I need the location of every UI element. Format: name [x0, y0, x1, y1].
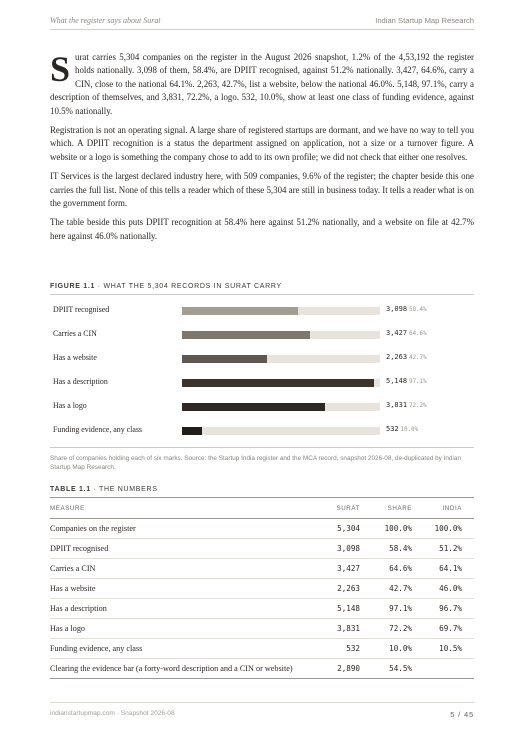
paragraph-3: IT Services is the largest declared industry here, with 509 companies, 9.6% of the register; the chapter beside this one carries the full list. None of this tells a reader which of these 5,304 are still in business today. It tells a reader what is on the government form.: [50, 171, 474, 209]
bar-value-label: [386, 377, 427, 385]
bar-row: [50, 324, 474, 348]
cell-india: 46.0%: [416, 579, 474, 599]
figure-bottom-divider: [50, 447, 474, 448]
bar-count: 532: [386, 425, 399, 433]
table-row: [50, 539, 474, 559]
cell-surat: 532: [308, 639, 364, 659]
table-body: [50, 519, 474, 679]
bar-category-label: DPIIT recognised: [53, 305, 110, 314]
cell-share: 64.6%: [364, 559, 416, 579]
table-title: THE NUMBERS: [99, 486, 158, 493]
drop-cap: S: [50, 49, 71, 89]
cell-india: 96.7%: [416, 599, 474, 619]
figure-number: FIGURE 1.1: [50, 283, 96, 290]
cell-measure: DPIIT recognised: [50, 539, 308, 559]
bar: [182, 355, 267, 363]
cell-measure: Carries a CIN: [50, 559, 308, 579]
bar-percent: 72.2%: [409, 403, 427, 409]
bar-track: [182, 307, 380, 315]
table-row: [50, 579, 474, 599]
bar-count: 3,098: [386, 305, 408, 313]
table-header-row: [50, 498, 474, 519]
table-row: [50, 659, 474, 679]
bar-row: [50, 420, 474, 444]
table-row: [50, 519, 474, 539]
bar-category-label: Carries a CIN: [53, 329, 97, 338]
bar-row: [50, 396, 474, 420]
bar-value-label: [386, 305, 427, 313]
bar: [182, 379, 374, 387]
bar-percent: 64.6%: [409, 331, 427, 337]
table-row: [50, 559, 474, 579]
bar-track: [182, 379, 380, 387]
publication-name: Indian Startup Map Research: [375, 15, 474, 25]
cell-surat: 5,148: [308, 599, 364, 619]
figure-title: WHAT THE 5,304 RECORDS IN SURAT CARRY: [103, 283, 282, 290]
table-label: TABLE 1.1 · THE NUMBERS: [50, 486, 158, 493]
cell-measure: Has a website: [50, 579, 308, 599]
cell-surat: 3,427: [308, 559, 364, 579]
bar-category-label: Has a website: [53, 353, 97, 362]
bar-category-label: Has a description: [53, 377, 108, 386]
cell-india: 69.7%: [416, 619, 474, 639]
cell-share: 100.0%: [364, 519, 416, 539]
bar-track: [182, 331, 380, 339]
body-text: [50, 51, 474, 249]
bar-value-label: [386, 329, 427, 337]
bar-row: [50, 300, 474, 324]
paragraph-2: Registration is not an operating signal. A large share of registered startups are dormant, and we have no way to tell you which. A DPIIT recognition is a status the department assigned on application, not a size or a turnover figure. A website or a logo is something the company chose to add to its own profile; we did not check that either one resolves.: [50, 125, 474, 162]
bar: [182, 403, 325, 411]
bar-count: 3,427: [386, 329, 408, 337]
bar-value-label: [386, 353, 427, 361]
bar-track: [182, 355, 380, 363]
footer-divider: [50, 702, 474, 703]
bar-value-label: [386, 401, 427, 409]
numbers-table: [50, 497, 474, 679]
bar-track: [182, 403, 380, 411]
bar-track: [182, 427, 380, 435]
cell-measure: Clearing the evidence bar (a forty-word description and a CIN or website): [50, 659, 308, 679]
bar-category-label: Has a logo: [53, 401, 87, 410]
bar-count: 3,831: [386, 401, 408, 409]
cell-share: 42.7%: [364, 579, 416, 599]
cell-share: 58.4%: [364, 539, 416, 559]
bar-percent: 42.7%: [409, 355, 427, 361]
figure-top-divider: [50, 294, 474, 295]
table-row: [50, 619, 474, 639]
paragraph-4: The table beside this puts DPIIT recognition at 58.4% here against 51.2% nationally, and a website on file at 42.7% here against 46.0% nationally.: [50, 217, 474, 241]
header-measure: MEASURE: [50, 498, 308, 519]
header-surat: SURAT: [308, 498, 364, 519]
cell-india: 100.0%: [416, 519, 474, 539]
figure-label: FIGURE 1.1 · WHAT THE 5,304 RECORDS IN SURAT CARRY: [50, 283, 282, 290]
cell-measure: Companies on the register: [50, 519, 308, 539]
bar: [182, 331, 310, 339]
header-india: INDIA: [416, 498, 474, 519]
page-footer: [50, 710, 474, 719]
bar-value-label: [386, 425, 418, 433]
bar-chart: [50, 300, 474, 444]
paragraph-1: [50, 51, 474, 118]
cell-surat: 2,263: [308, 579, 364, 599]
bar-percent: 58.4%: [409, 307, 427, 313]
running-header: [50, 13, 474, 27]
page-number: 5 / 45: [450, 710, 474, 719]
table-number: TABLE 1.1: [50, 486, 91, 493]
cell-measure: Funding evidence, any class: [50, 639, 308, 659]
bar-count: 5,148: [386, 377, 408, 385]
cell-surat: 3,831: [308, 619, 364, 639]
cell-share: 72.2%: [364, 619, 416, 639]
cell-india: [416, 659, 474, 679]
bar: [182, 427, 202, 435]
cell-measure: Has a description: [50, 599, 308, 619]
header-share: SHARE: [364, 498, 416, 519]
bar-count: 2,263: [386, 353, 408, 361]
table-row: [50, 599, 474, 619]
paragraph-1-text: urat carries 5,304 companies on the register in the August 2026 snapshot, 1.2% of the 4,53,192 the register holds nationally. 3,098 of them, 58.4%, are DPIIT recognised, against 51.2% nationally. 3,427, 64.6%, carry a CIN, close to the national 64.1%. 2,263, 42.7%, list a website, below the national 46.0%. 5,148, 97.1%, carry a description of themselves, and 3,831, 72.2%, a logo. 532, 10.0%, show at least one class of funding evidence, against 10.5% nationally.: [50, 52, 474, 116]
cell-india: 64.1%: [416, 559, 474, 579]
header-divider: [50, 29, 474, 30]
bar-row: [50, 348, 474, 372]
cell-share: 97.1%: [364, 599, 416, 619]
chapter-title: What the register says about Surat: [50, 15, 161, 25]
bar: [182, 307, 298, 315]
bar-percent: 97.1%: [409, 379, 427, 385]
bar-category-label: Funding evidence, any class: [53, 425, 142, 434]
figure-caption: Share of companies holding each of six marks. Source: the Startup India register and the MCA record, snapshot 2026-08, de-duplicated by Indian Startup Map Research.: [50, 455, 462, 472]
cell-india: 10.5%: [416, 639, 474, 659]
table-row: [50, 639, 474, 659]
bar-percent: 10.0%: [400, 427, 419, 433]
cell-india: 51.2%: [416, 539, 474, 559]
cell-measure: Has a logo: [50, 619, 308, 639]
bar-row: [50, 372, 474, 396]
cell-share: 54.5%: [364, 659, 416, 679]
cell-surat: 5,304: [308, 519, 364, 539]
footer-source: indianstartupmap.com · Snapshot 2026-08: [50, 710, 175, 717]
cell-surat: 2,890: [308, 659, 364, 679]
cell-share: 10.0%: [364, 639, 416, 659]
cell-surat: 3,098: [308, 539, 364, 559]
